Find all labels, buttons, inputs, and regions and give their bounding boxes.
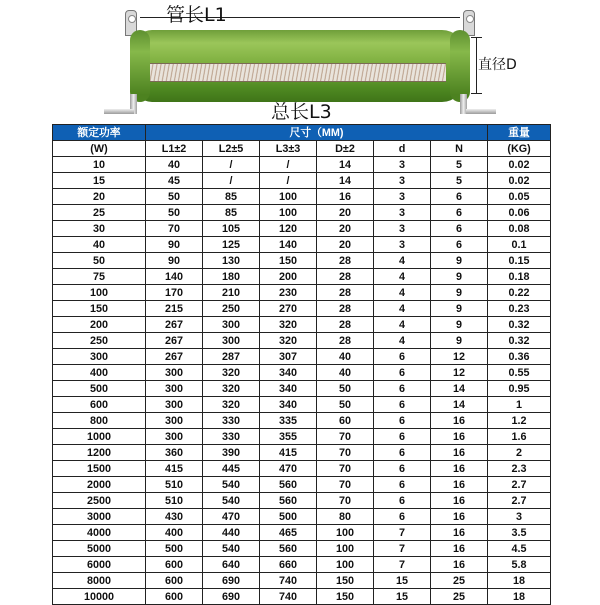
- table-row: [53, 381, 551, 397]
- cell-l2: 85: [203, 189, 260, 205]
- cell-diameter: 70: [317, 429, 374, 445]
- cell-n: 9: [431, 253, 488, 269]
- cell-l2: 320: [203, 365, 260, 381]
- cell-n: 16: [431, 429, 488, 445]
- cell-l1: 600: [146, 573, 203, 589]
- cell-weight: 0.36: [488, 349, 551, 365]
- cell-l3: 740: [260, 573, 317, 589]
- cell-power: 250: [53, 333, 146, 349]
- col-header-kg: (KG): [488, 141, 551, 157]
- cell-power: 25: [53, 205, 146, 221]
- cell-weight: 2.3: [488, 461, 551, 477]
- cell-diameter: 70: [317, 445, 374, 461]
- cell-weight: 0.02: [488, 173, 551, 189]
- cell-n: 16: [431, 493, 488, 509]
- cell-power: 50: [53, 253, 146, 269]
- cell-weight: 0.32: [488, 317, 551, 333]
- cell-small-d: 4: [374, 253, 431, 269]
- cell-small-d: 4: [374, 269, 431, 285]
- cell-weight: 4.5: [488, 541, 551, 557]
- cell-diameter: 70: [317, 461, 374, 477]
- cell-l1: 400: [146, 525, 203, 541]
- cell-diameter: 40: [317, 349, 374, 365]
- cell-n: 9: [431, 301, 488, 317]
- col-header-small-d: d: [374, 141, 431, 157]
- table-row: [53, 461, 551, 477]
- table-row: [53, 413, 551, 429]
- column-header-row: [53, 141, 551, 157]
- cell-l2: 250: [203, 301, 260, 317]
- cell-diameter: 28: [317, 285, 374, 301]
- cell-l3: 100: [260, 189, 317, 205]
- table-row: [53, 541, 551, 557]
- cell-l2: 540: [203, 493, 260, 509]
- cell-weight: 0.32: [488, 333, 551, 349]
- group-header-row: [53, 125, 551, 141]
- cell-weight: 0.22: [488, 285, 551, 301]
- weight-group-header: 重量: [488, 125, 551, 141]
- table-row: [53, 253, 551, 269]
- cell-l3: 150: [260, 253, 317, 269]
- cell-l3: 340: [260, 365, 317, 381]
- tube-end-right: [450, 30, 470, 102]
- cell-small-d: 3: [374, 189, 431, 205]
- cell-l1: 215: [146, 301, 203, 317]
- cell-power: 8000: [53, 573, 146, 589]
- cell-small-d: 3: [374, 237, 431, 253]
- tube-end-left: [130, 30, 150, 102]
- cell-small-d: 3: [374, 205, 431, 221]
- cell-n: 6: [431, 237, 488, 253]
- cell-n: 16: [431, 557, 488, 573]
- cell-power: 3000: [53, 509, 146, 525]
- cell-l1: 300: [146, 365, 203, 381]
- cell-n: 16: [431, 461, 488, 477]
- table-row: [53, 573, 551, 589]
- cell-small-d: 7: [374, 541, 431, 557]
- cell-weight: 0.55: [488, 365, 551, 381]
- cell-l2: 330: [203, 429, 260, 445]
- cell-diameter: 20: [317, 221, 374, 237]
- cell-small-d: 6: [374, 509, 431, 525]
- cell-l3: 340: [260, 381, 317, 397]
- right-bracket-foot: [466, 109, 496, 114]
- cell-small-d: 4: [374, 285, 431, 301]
- cell-diameter: 20: [317, 205, 374, 221]
- cell-power: 75: [53, 269, 146, 285]
- cell-l2: 390: [203, 445, 260, 461]
- table-row: [53, 493, 551, 509]
- table-row: [53, 509, 551, 525]
- resistor-figure: [0, 0, 600, 124]
- cell-diameter: 40: [317, 365, 374, 381]
- cell-l1: 40: [146, 157, 203, 173]
- table-row: [53, 221, 551, 237]
- cell-l3: 140: [260, 237, 317, 253]
- cell-power: 600: [53, 397, 146, 413]
- cell-power: 20: [53, 189, 146, 205]
- cell-l3: 335: [260, 413, 317, 429]
- cell-weight: 0.18: [488, 269, 551, 285]
- cell-weight: 3: [488, 509, 551, 525]
- cell-diameter: 28: [317, 253, 374, 269]
- cell-l3: 740: [260, 589, 317, 605]
- cell-weight: 1.6: [488, 429, 551, 445]
- table-row: [53, 429, 551, 445]
- cell-l2: 320: [203, 381, 260, 397]
- diameter-dimension-line: [476, 37, 477, 93]
- cell-l3: 500: [260, 509, 317, 525]
- table-row: [53, 237, 551, 253]
- cell-small-d: 7: [374, 557, 431, 573]
- cell-power: 500: [53, 381, 146, 397]
- cell-power: 2000: [53, 477, 146, 493]
- table-row: [53, 157, 551, 173]
- cell-small-d: 6: [374, 365, 431, 381]
- cell-weight: 0.06: [488, 205, 551, 221]
- cell-l3: /: [260, 173, 317, 189]
- cell-l3: 200: [260, 269, 317, 285]
- cell-l1: 140: [146, 269, 203, 285]
- cell-l2: 105: [203, 221, 260, 237]
- cell-power: 10: [53, 157, 146, 173]
- cell-diameter: 60: [317, 413, 374, 429]
- cell-weight: 2: [488, 445, 551, 461]
- cell-l2: 130: [203, 253, 260, 269]
- cell-diameter: 70: [317, 493, 374, 509]
- cell-small-d: 15: [374, 573, 431, 589]
- resistor-wire-coil: [150, 63, 446, 82]
- cell-weight: 0.02: [488, 157, 551, 173]
- dimensions-group-header: 尺寸（MM): [146, 125, 488, 141]
- cell-small-d: 6: [374, 381, 431, 397]
- cell-l1: 510: [146, 493, 203, 509]
- cell-diameter: 150: [317, 573, 374, 589]
- cell-power: 40: [53, 237, 146, 253]
- cell-l2: /: [203, 173, 260, 189]
- cell-l2: 445: [203, 461, 260, 477]
- cell-l2: 180: [203, 269, 260, 285]
- cell-n: 6: [431, 205, 488, 221]
- cell-diameter: 80: [317, 509, 374, 525]
- cell-l2: 470: [203, 509, 260, 525]
- cell-l3: 560: [260, 493, 317, 509]
- cell-weight: 2.7: [488, 477, 551, 493]
- cell-n: 16: [431, 509, 488, 525]
- cell-l2: 210: [203, 285, 260, 301]
- cell-diameter: 28: [317, 301, 374, 317]
- cell-l1: 300: [146, 413, 203, 429]
- table-row: [53, 445, 551, 461]
- cell-n: 14: [431, 397, 488, 413]
- cell-weight: 1: [488, 397, 551, 413]
- cell-weight: 0.23: [488, 301, 551, 317]
- right-mounting-bracket: [440, 94, 496, 114]
- cell-n: 16: [431, 445, 488, 461]
- table-row: [53, 205, 551, 221]
- cell-weight: 1.2: [488, 413, 551, 429]
- cell-small-d: 6: [374, 413, 431, 429]
- cell-n: 6: [431, 221, 488, 237]
- cell-l1: 50: [146, 189, 203, 205]
- table-row: [53, 525, 551, 541]
- diameter-label: 直径D: [478, 57, 517, 73]
- cell-l1: 430: [146, 509, 203, 525]
- cell-small-d: 3: [374, 221, 431, 237]
- cell-small-d: 3: [374, 173, 431, 189]
- cell-weight: 0.05: [488, 189, 551, 205]
- cell-l1: 90: [146, 253, 203, 269]
- cell-small-d: 6: [374, 445, 431, 461]
- cell-l2: /: [203, 157, 260, 173]
- cell-diameter: 70: [317, 477, 374, 493]
- table-row: [53, 557, 551, 573]
- cell-l3: 660: [260, 557, 317, 573]
- cell-small-d: 7: [374, 525, 431, 541]
- cell-diameter: 50: [317, 381, 374, 397]
- table-row: [53, 397, 551, 413]
- cell-l2: 690: [203, 573, 260, 589]
- cell-power: 6000: [53, 557, 146, 573]
- cell-small-d: 6: [374, 397, 431, 413]
- cell-power: 200: [53, 317, 146, 333]
- diameter-bottom-tick: [471, 93, 482, 94]
- cell-weight: 0.08: [488, 221, 551, 237]
- cell-l3: 100: [260, 205, 317, 221]
- cell-l2: 300: [203, 317, 260, 333]
- cell-l3: 270: [260, 301, 317, 317]
- cell-n: 25: [431, 573, 488, 589]
- table-row: [53, 317, 551, 333]
- col-header-l1: L1±2: [146, 141, 203, 157]
- spec-table: [52, 124, 551, 605]
- cell-l3: 465: [260, 525, 317, 541]
- cell-n: 16: [431, 413, 488, 429]
- cell-small-d: 6: [374, 461, 431, 477]
- cell-l3: 470: [260, 461, 317, 477]
- cell-l1: 70: [146, 221, 203, 237]
- cell-l2: 320: [203, 397, 260, 413]
- cell-l1: 510: [146, 477, 203, 493]
- cell-power: 1500: [53, 461, 146, 477]
- cell-diameter: 28: [317, 317, 374, 333]
- cell-n: 12: [431, 349, 488, 365]
- cell-l3: 230: [260, 285, 317, 301]
- cell-l1: 500: [146, 541, 203, 557]
- cell-l2: 330: [203, 413, 260, 429]
- tube-length-label: 管长L1: [166, 4, 227, 26]
- cell-l1: 600: [146, 589, 203, 605]
- cell-power: 400: [53, 365, 146, 381]
- spec-table-body: [53, 157, 551, 605]
- cell-l3: 415: [260, 445, 317, 461]
- cell-power: 2500: [53, 493, 146, 509]
- cell-diameter: 100: [317, 541, 374, 557]
- cell-diameter: 14: [317, 157, 374, 173]
- cell-diameter: 150: [317, 589, 374, 605]
- cell-n: 14: [431, 381, 488, 397]
- cell-diameter: 14: [317, 173, 374, 189]
- table-row: [53, 365, 551, 381]
- cell-diameter: 20: [317, 237, 374, 253]
- cell-small-d: 4: [374, 301, 431, 317]
- cell-l2: 300: [203, 333, 260, 349]
- cell-l3: 320: [260, 317, 317, 333]
- cell-l3: 307: [260, 349, 317, 365]
- cell-small-d: 15: [374, 589, 431, 605]
- cell-l1: 415: [146, 461, 203, 477]
- cell-l1: 600: [146, 557, 203, 573]
- cell-l3: 355: [260, 429, 317, 445]
- cell-power: 10000: [53, 589, 146, 605]
- cell-small-d: 6: [374, 493, 431, 509]
- total-length-label: 总长L3: [271, 101, 332, 123]
- cell-l1: 50: [146, 205, 203, 221]
- cell-l1: 267: [146, 349, 203, 365]
- cell-small-d: 4: [374, 333, 431, 349]
- cell-l1: 360: [146, 445, 203, 461]
- cell-n: 16: [431, 477, 488, 493]
- table-row: [53, 301, 551, 317]
- col-header-l3: L3±3: [260, 141, 317, 157]
- cell-diameter: 50: [317, 397, 374, 413]
- table-row: [53, 589, 551, 605]
- cell-l1: 267: [146, 333, 203, 349]
- cell-power: 5000: [53, 541, 146, 557]
- cell-power: 15: [53, 173, 146, 189]
- cell-n: 9: [431, 285, 488, 301]
- cell-diameter: 100: [317, 525, 374, 541]
- cell-l2: 440: [203, 525, 260, 541]
- cell-l3: 560: [260, 541, 317, 557]
- cell-l2: 85: [203, 205, 260, 221]
- cell-n: 5: [431, 157, 488, 173]
- table-row: [53, 189, 551, 205]
- cell-weight: 18: [488, 589, 551, 605]
- cell-diameter: 28: [317, 269, 374, 285]
- cell-power: 1000: [53, 429, 146, 445]
- cell-l1: 267: [146, 317, 203, 333]
- cell-l2: 540: [203, 477, 260, 493]
- cell-l2: 640: [203, 557, 260, 573]
- left-mounting-bracket: [104, 94, 160, 114]
- table-row: [53, 333, 551, 349]
- cell-diameter: 28: [317, 333, 374, 349]
- cell-n: 9: [431, 317, 488, 333]
- cell-n: 16: [431, 541, 488, 557]
- cell-small-d: 6: [374, 349, 431, 365]
- cell-l3: 340: [260, 397, 317, 413]
- cell-power: 150: [53, 301, 146, 317]
- cell-n: 16: [431, 525, 488, 541]
- left-bracket-foot: [104, 109, 134, 114]
- cell-weight: 3.5: [488, 525, 551, 541]
- cell-small-d: 6: [374, 429, 431, 445]
- cell-power: 800: [53, 413, 146, 429]
- cell-l1: 300: [146, 397, 203, 413]
- cell-l2: 540: [203, 541, 260, 557]
- cell-diameter: 16: [317, 189, 374, 205]
- cell-weight: 0.15: [488, 253, 551, 269]
- table-row: [53, 173, 551, 189]
- power-group-header: 额定功率: [53, 125, 146, 141]
- col-header-n: N: [431, 141, 488, 157]
- cell-n: 5: [431, 173, 488, 189]
- cell-power: 1200: [53, 445, 146, 461]
- cell-weight: 18: [488, 573, 551, 589]
- table-row: [53, 477, 551, 493]
- cell-l3: 560: [260, 477, 317, 493]
- cell-n: 6: [431, 189, 488, 205]
- cell-l2: 125: [203, 237, 260, 253]
- table-row: [53, 285, 551, 301]
- diameter-top-tick: [471, 37, 482, 38]
- cell-n: 9: [431, 333, 488, 349]
- cell-l3: 120: [260, 221, 317, 237]
- col-header-watt: (W): [53, 141, 146, 157]
- cell-weight: 2.7: [488, 493, 551, 509]
- table-row: [53, 269, 551, 285]
- cell-small-d: 3: [374, 157, 431, 173]
- cell-weight: 0.95: [488, 381, 551, 397]
- col-header-d: D±2: [317, 141, 374, 157]
- cell-n: 9: [431, 269, 488, 285]
- cell-power: 300: [53, 349, 146, 365]
- cell-weight: 0.1: [488, 237, 551, 253]
- cell-l1: 45: [146, 173, 203, 189]
- cell-diameter: 100: [317, 557, 374, 573]
- cell-small-d: 6: [374, 477, 431, 493]
- cell-power: 4000: [53, 525, 146, 541]
- cell-power: 30: [53, 221, 146, 237]
- cell-l1: 300: [146, 381, 203, 397]
- cell-l2: 690: [203, 589, 260, 605]
- cell-l1: 90: [146, 237, 203, 253]
- cell-weight: 5.8: [488, 557, 551, 573]
- cell-l2: 287: [203, 349, 260, 365]
- col-header-l2: L2±5: [203, 141, 260, 157]
- cell-n: 25: [431, 589, 488, 605]
- cell-small-d: 4: [374, 317, 431, 333]
- cell-l1: 300: [146, 429, 203, 445]
- cell-power: 100: [53, 285, 146, 301]
- cell-n: 12: [431, 365, 488, 381]
- table-row: [53, 349, 551, 365]
- cell-l1: 170: [146, 285, 203, 301]
- cell-l3: /: [260, 157, 317, 173]
- cell-l3: 320: [260, 333, 317, 349]
